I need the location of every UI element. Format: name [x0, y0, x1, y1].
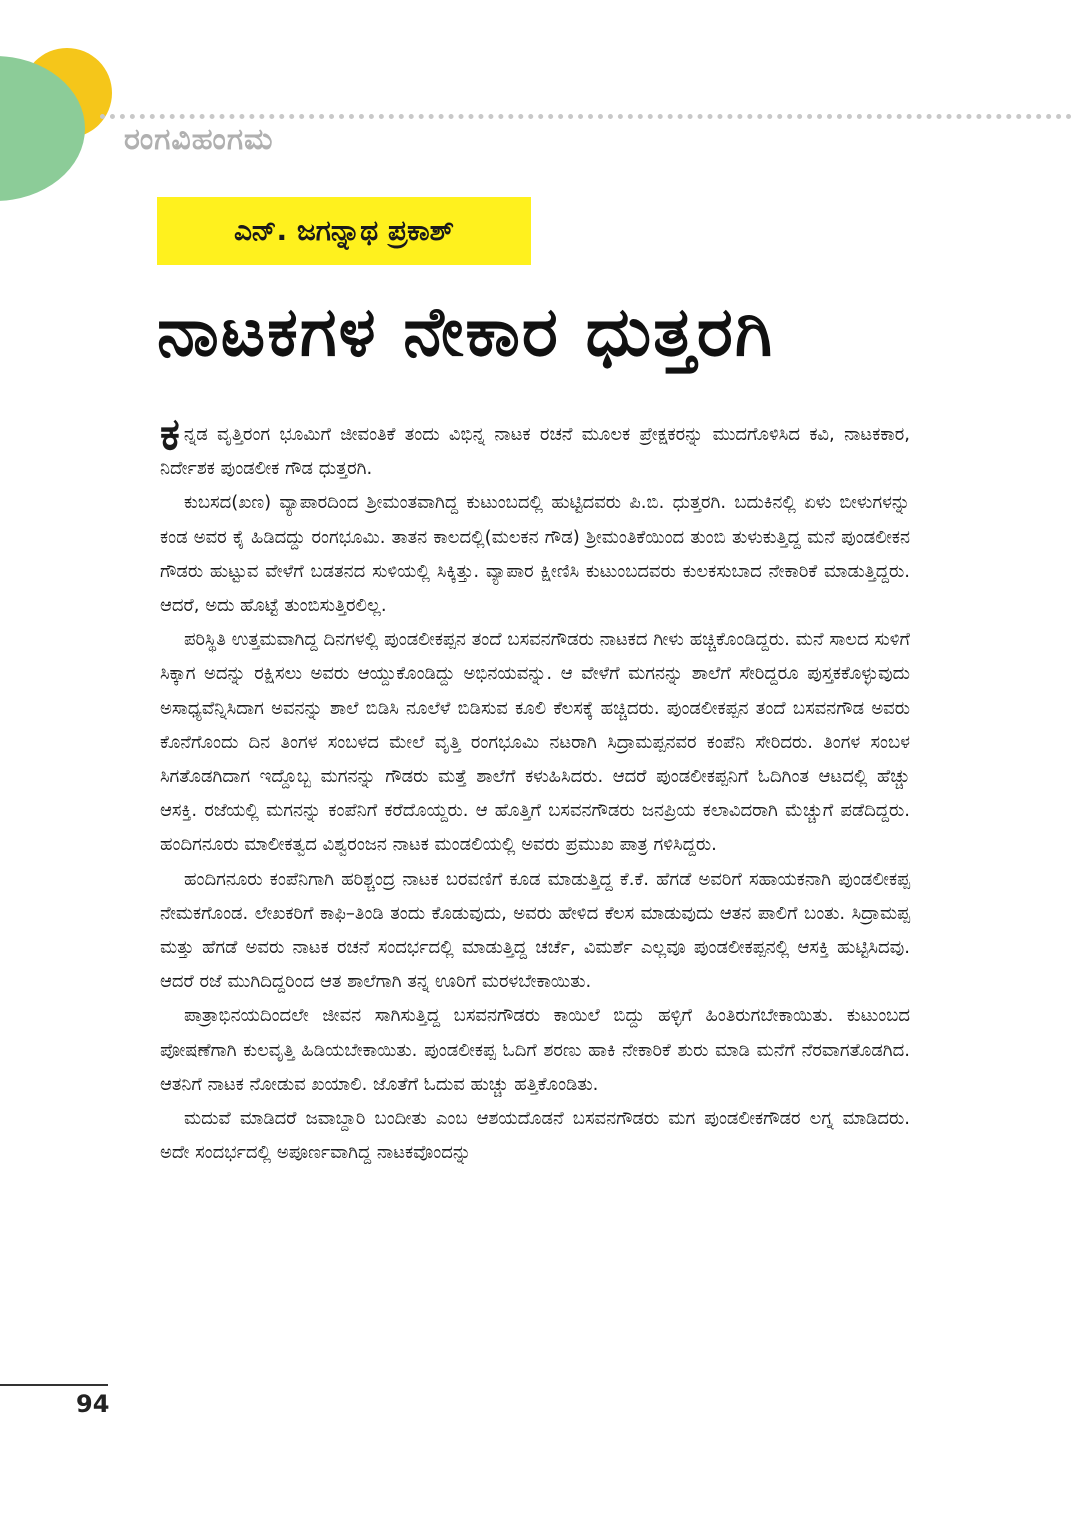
page-number-rule [0, 1384, 108, 1386]
paragraph: ಹಂದಿಗನೂರು ಕಂಪೆನಿಗಾಗಿ ಹರಿಶ್ಚಂದ್ರ ನಾಟಕ ಬರವಣಿಗೆ ಕೂಡ ಮಾಡುತ್ತಿದ್ದ ಕೆ.ಕೆ. ಹೆಗಡೆ ಅವರಿಗೆ ಸಹಾಯಕನಾಗಿ ಪುಂಡಲೀಕಪ್ಪ ನೇಮಕಗೊಂಡ. ಲೇಖಕರಿಗೆ ಕಾಫಿ–ತಿಂಡಿ ತಂದು ಕೊಡುವುದು, ಅವರು ಹೇಳಿದ ಕೆಲಸ ಮಾಡುವುದು ಆತನ ಪಾಲಿಗೆ ಬಂತು. ಸಿದ್ರಾಮಪ್ಪ ಮತ್ತು ಹೆಗಡೆ ಅವರು ನಾಟಕ ರಚನೆ ಸಂದರ್ಭದಲ್ಲಿ ಮಾಡುತ್ತಿದ್ದ ಚರ್ಚೆ, ವಿಮರ್ಶೆ ಎಲ್ಲವೂ ಪುಂಡಲೀಕಪ್ಪನಲ್ಲಿ ಆಸಕ್ತಿ ಹುಟ್ಟಿಸಿದವು. ಆದರೆ ರಜೆ ಮುಗಿದಿದ್ದರಿಂದ ಆತ ಶಾಲೆಗಾಗಿ ತನ್ನ ಊರಿಗೆ ಮರಳಬೇಕಾಯಿತು. [160, 868, 910, 993]
paragraph: ಕನ್ನಡ ವೃತ್ತಿರಂಗ ಭೂಮಿಗೆ ಜೀವಂತಿಕೆ ತಂದು ವಿಭಿನ್ನ ನಾಟಕ ರಚನೆ ಮೂಲಕ ಪ್ರೇಕ್ಷಕರನ್ನು ಮುದಗೊಳಿಸಿದ ಕವಿ, ನಾಟಕಕಾರ, ನಿರ್ದೇಶಕ ಪುಂಡಲೀಕ ಗೌಡ ಧುತ್ತರಗಿ. [160, 409, 910, 480]
article-body [160, 409, 910, 1170]
paragraph: ಪರಿಸ್ಥಿತಿ ಉತ್ತಮವಾಗಿದ್ದ ದಿನಗಳಲ್ಲಿ ಪುಂಡಲೀಕಪ್ಪನ ತಂದೆ ಬಸವನಗೌಡರು ನಾಟಕದ ಗೀಳು ಹಚ್ಚಿಕೊಂಡಿದ್ದರು. ಮನೆ ಸಾಲದ ಸುಳಿಗೆ ಸಿಕ್ಕಾಗ ಅದನ್ನು ರಕ್ಷಿಸಲು ಅವರು ಆಯ್ದುಕೊಂಡಿದ್ದು ಅಭಿನಯವನ್ನು. ಆ ವೇಳೆಗೆ ಮಗನನ್ನು ಶಾಲೆಗೆ ಸೇರಿದ್ದರೂ ಪುಸ್ತಕಕೊಳ್ಳುವುದು ಅಸಾಧ್ಯವೆನ್ನಿಸಿದಾಗ ಅವನನ್ನು ಶಾಲೆ ಬಿಡಿಸಿ ನೂಲೆಳೆ ಬಿಡಿಸುವ ಕೂಲಿ ಕೆಲಸಕ್ಕೆ ಹಚ್ಚಿದರು. ಪುಂಡಲೀಕಪ್ಪನ ತಂದೆ ಬಸವನಗೌಡ ಅವರು ಕೊನೆಗೊಂದು ದಿನ ತಿಂಗಳ ಸಂಬಳದ ಮೇಲೆ ವೃತ್ತಿ ರಂಗಭೂಮಿ ನಟರಾಗಿ ಸಿದ್ರಾಮಪ್ಪನವರ ಕಂಪೆನಿ ಸೇರಿದರು. ತಿಂಗಳ ಸಂಬಳ ಸಿಗತೊಡಗಿದಾಗ ಇದ್ದೊಬ್ಬ ಮಗನನ್ನು ಗೌಡರು ಮತ್ತೆ ಶಾಲೆಗೆ ಕಳುಹಿಸಿದರು. ಆದರೆ ಪುಂಡಲೀಕಪ್ಪನಿಗೆ ಓದಿಗಿಂತ ಆಟದಲ್ಲಿ ಹೆಚ್ಚು ಆಸಕ್ತಿ. ರಜೆಯಲ್ಲಿ ಮಗನನ್ನು ಕಂಪೆನಿಗೆ ಕರೆದೊಯ್ದರು. ಆ ಹೊತ್ತಿಗೆ ಬಸವನಗೌಡರು ಜನಪ್ರಿಯ ಕಲಾವಿದರಾಗಿ ಮೆಚ್ಚುಗೆ ಪಡೆದಿದ್ದರು. ಹಂದಿಗನೂರು ಮಾಲೀಕತ್ವದ ವಿಶ್ವರಂಜನ ನಾಟಕ ಮಂಡಲಿಯಲ್ಲಿ ಅವರು ಪ್ರಮುಖ ಪಾತ್ರ ಗಳಿಸಿದ್ದರು. [160, 629, 910, 856]
page-number: 94 [76, 1390, 110, 1418]
paragraph: ಪಾತ್ರಾಭಿನಯದಿಂದಲೇ ಜೀವನ ಸಾಗಿಸುತ್ತಿದ್ದ ಬಸವನಗೌಡರು ಕಾಯಿಲೆ ಬಿದ್ದು ಹಳ್ಳಿಗೆ ಹಿಂತಿರುಗಬೇಕಾಯಿತು. ಕುಟುಂಬದ ಪೋಷಣೆಗಾಗಿ ಕುಲವೃತ್ತಿ ಹಿಡಿಯಬೇಕಾಯಿತು. ಪುಂಡಲೀಕಪ್ಪ ಓದಿಗೆ ಶರಣು ಹಾಕಿ ನೇಕಾರಿಕೆ ಶುರು ಮಾಡಿ ಮನೆಗೆ ನೆರವಾಗತೊಡಗಿದ. ಆತನಿಗೆ ನಾಟಕ ನೋಡುವ ಖಯಾಲಿ. ಜೊತೆಗೆ ಓದುವ ಹುಚ್ಚು ಹತ್ತಿಕೊಂಡಿತು. [160, 1005, 910, 1095]
author-box [157, 197, 531, 265]
author-name: ಎನ್‌. ಜಗನ್ನಾಥ ಪ್ರಕಾಶ್‌ [233, 214, 455, 247]
dotted-header-rule [100, 114, 1072, 119]
paragraph: ಮದುವೆ ಮಾಡಿದರೆ ಜವಾಬ್ದಾರಿ ಬಂದೀತು ಎಂಬ ಆಶಯದೊಡನೆ ಬಸವನಗೌಡರು ಮಗ ಪುಂಡಲೀಕಗೌಡರ ಲಗ್ನ ಮಾಡಿದರು. ಅದೇ ಸಂದರ್ಭದಲ್ಲಿ ಅಪೂರ್ಣವಾಗಿದ್ದ ನಾಟಕವೊಂದನ್ನು [160, 1108, 910, 1164]
section-title: ರಂಗವಿಹಂಗಮ [124, 122, 274, 157]
article-title: ನಾಟಕಗಳ ನೇಕಾರ ಧುತ್ತರಗಿ [157, 293, 775, 372]
drop-cap: ಕ [160, 409, 180, 460]
paragraph: ಕುಬಸದ(ಖಣ) ವ್ಯಾಪಾರದಿಂದ ಶ್ರೀಮಂತವಾಗಿದ್ದ ಕುಟುಂಬದಲ್ಲಿ ಹುಟ್ಟಿದವರು ಪಿ.ಬಿ. ಧುತ್ತರಗಿ. ಬದುಕಿನಲ್ಲಿ ಏಳು ಬೀಳುಗಳನ್ನು ಕಂಡ ಅವರ ಕೈ ಹಿಡಿದದ್ದು ರಂಗಭೂಮಿ. ತಾತನ ಕಾಲದಲ್ಲಿ(ಮಲಕನ ಗೌಡ) ಶ್ರೀಮಂತಿಕೆಯಿಂದ ತುಂಬಿ ತುಳುಕುತ್ತಿದ್ದ ಮನೆ ಪುಂಡಲೀಕನ ಗೌಡರು ಹುಟ್ಟುವ ವೇಳೆಗೆ ಬಡತನದ ಸುಳಿಯಲ್ಲಿ ಸಿಕ್ಕಿತ್ತು. ವ್ಯಾಪಾರ ಕ್ಷೀಣಿಸಿ ಕುಟುಂಬದವರು ಕುಲಕಸುಬಾದ ನೇಕಾರಿಕೆ ಮಾಡುತ್ತಿದ್ದರು. ಆದರೆ, ಅದು ಹೊಟ್ಟೆ ತುಂಬಿಸುತ್ತಿರಲಿಲ್ಲ. [160, 492, 910, 617]
